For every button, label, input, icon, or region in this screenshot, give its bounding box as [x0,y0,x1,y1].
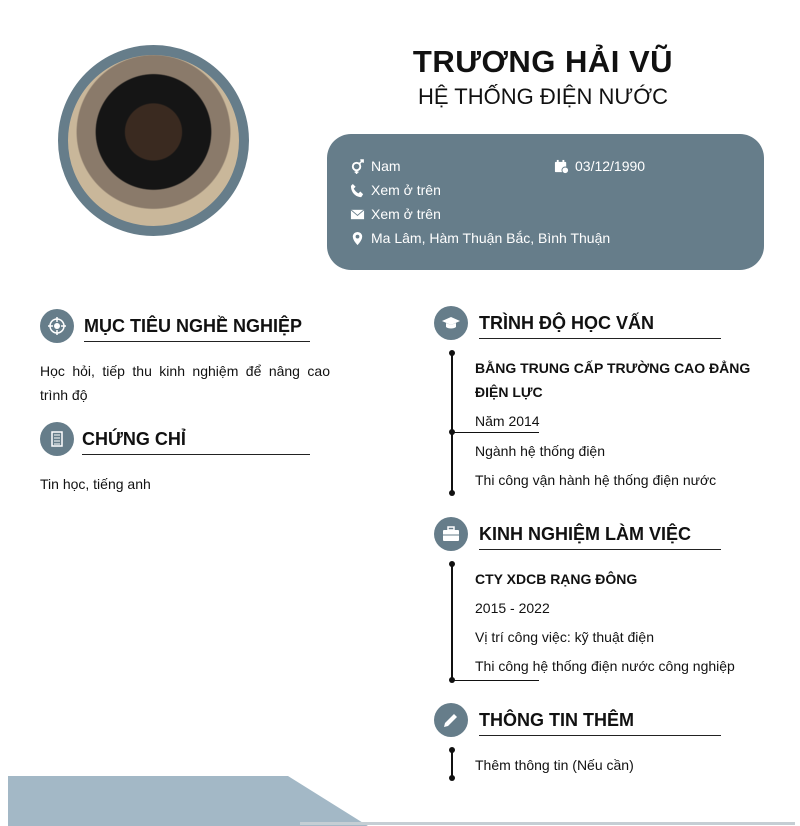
calendar-icon [553,158,569,174]
phone-value: Xem ở trên [371,182,441,198]
experience-position: Vị trí công việc: kỹ thuật điện [475,629,654,645]
extra-title: THÔNG TIN THÊM [479,710,721,736]
pencil-icon [434,703,468,737]
candidate-name: TRƯƠNG HẢI VŨ [412,44,674,79]
gender-icon [349,158,365,174]
briefcase-icon [434,517,468,551]
objective-text: Học hỏi, tiếp thu kinh nghiệm để nâng cao trình độ [40,363,330,403]
experience-timeline [451,564,453,681]
timeline-dot [449,490,455,496]
education-major: Ngành hệ thống điện [475,443,605,459]
certificates-text: Tin học, tiếng anh [40,476,151,492]
experience-period: 2015 - 2022 [475,600,550,616]
job-title: HỆ THỐNG ĐIỆN NƯỚC [418,84,668,109]
info-panel [327,134,764,270]
phone-icon [349,182,365,198]
target-icon [40,309,74,343]
education-desc: Thi công vận hành hệ thống điện nước [475,472,717,488]
email-value: Xem ở trên [371,206,441,222]
timeline-dot [449,350,455,356]
gender-value: Nam [371,158,401,174]
education-school: BẰNG TRUNG CẤP TRƯỜNG CAO ĐẲNG ĐIỆN LỰC [475,360,751,400]
location-pin-icon [349,230,365,246]
experience-company: CTY XDCB RẠNG ĐÔNG [475,571,638,587]
profile-photo [58,45,249,236]
divider [452,680,539,681]
education-year: Năm 2014 [475,413,540,429]
certificate-icon [40,422,74,456]
birthday-value: 03/12/1990 [575,158,646,174]
footer-decoration [0,770,800,826]
education-title: TRÌNH ĐỘ HỌC VẤN [479,313,721,339]
address-value: Ma Lâm, Hàm Thuận Bắc, Bình Thuận [371,230,611,246]
experience-desc: Thi công hệ thống điện nước công nghiệp [475,658,735,674]
certificates-title: CHỨNG CHỈ [82,429,310,455]
objective-title: MỤC TIÊU NGHỀ NGHIỆP [84,316,310,342]
graduation-cap-icon [434,306,468,340]
timeline-dot [449,747,455,753]
email-icon [349,206,365,222]
experience-title: KINH NGHIỆM LÀM VIỆC [479,524,721,550]
timeline-dot [449,561,455,567]
education-timeline [451,353,453,494]
extra-text: Thêm thông tin (Nếu cần) [475,757,634,773]
